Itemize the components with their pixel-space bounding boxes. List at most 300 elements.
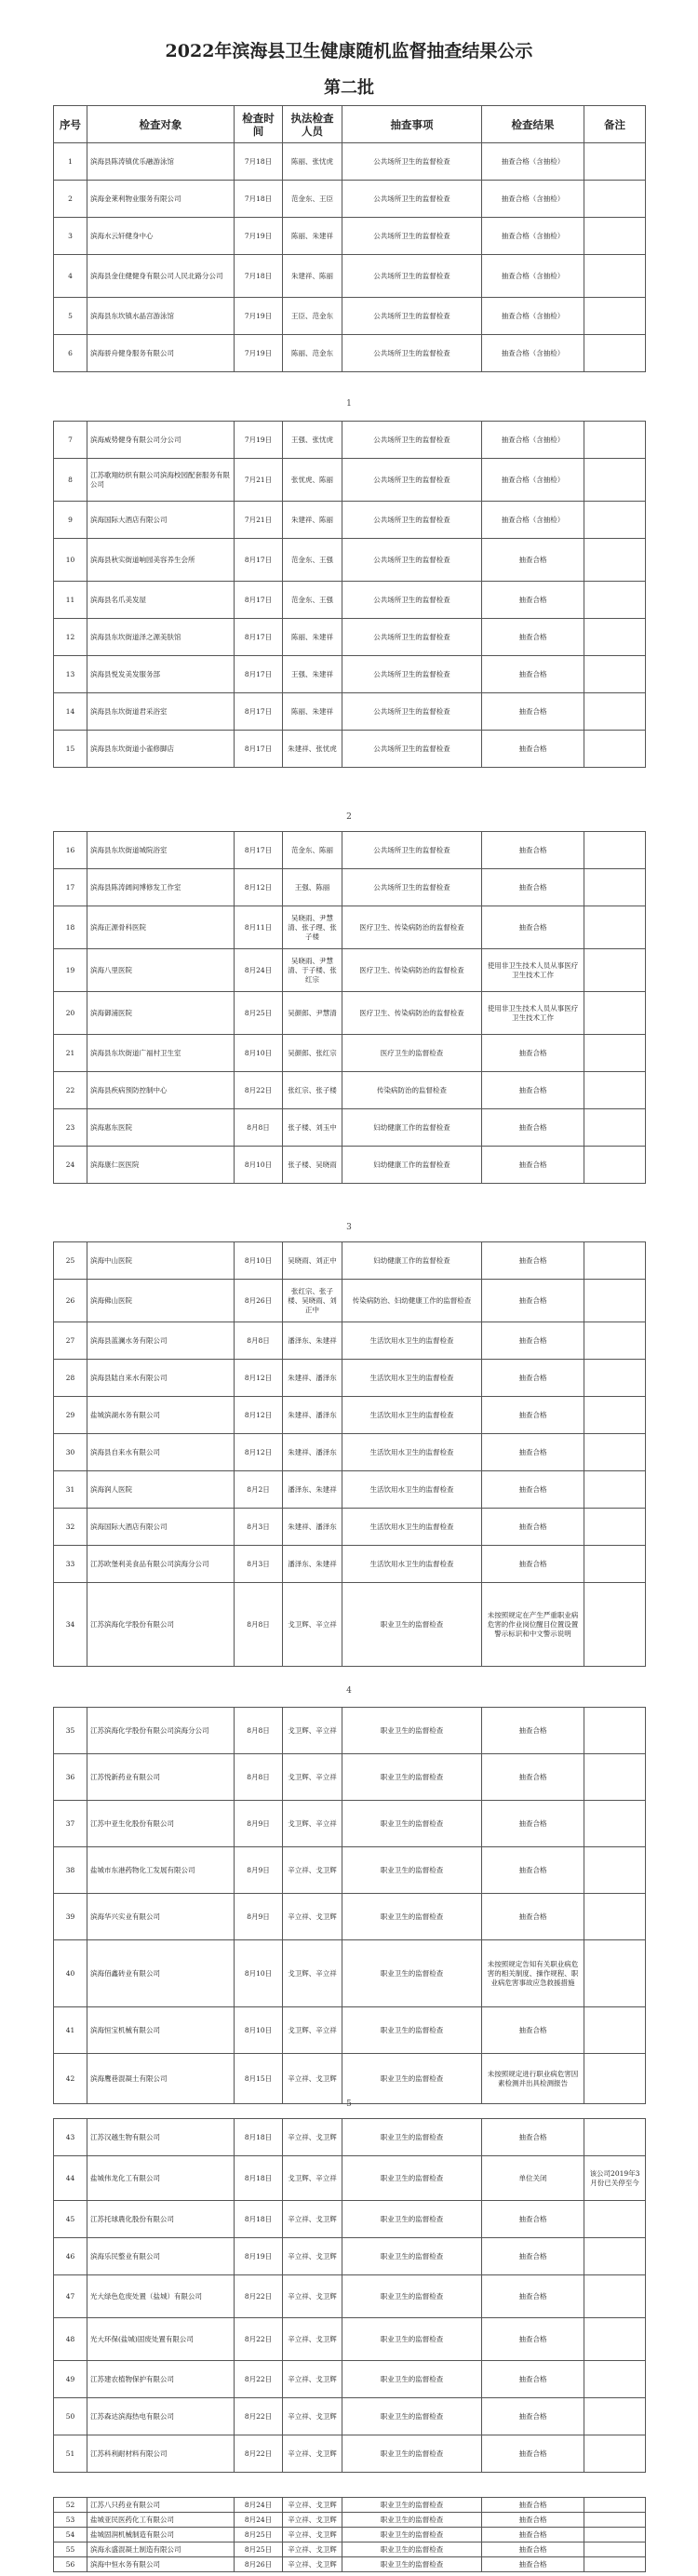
table-row: [54, 298, 646, 335]
table-cell: 抽查合格: [482, 1509, 584, 1546]
table-cell: 江苏汉越生物有限公司: [87, 2119, 235, 2156]
table-cell: [584, 2201, 646, 2238]
table-cell: 抽查合格: [482, 539, 584, 582]
table-cell: 抽查合格（含抽检）: [482, 298, 584, 335]
table-cell: 10: [54, 539, 87, 582]
table-cell: 辛立祥、戈卫辉: [283, 2435, 342, 2473]
table-cell: [584, 255, 646, 298]
table-row: [54, 1546, 646, 1583]
table-cell: 江苏滨海化学股份有限公司: [87, 1583, 235, 1667]
table-cell: 生活饮用水卫生的监督检查: [342, 1471, 482, 1509]
table-cell: 朱建祥、陈丽: [283, 502, 342, 539]
table-cell: 戈卫辉、辛立祥: [283, 2007, 342, 2054]
table-cell: [584, 2007, 646, 2054]
table-cell: 滨海中恒水务有限公司: [87, 2557, 235, 2572]
table-cell: 56: [54, 2557, 87, 2572]
table-cell: 抽查合格: [482, 1035, 584, 1072]
table-cell: 范金东、王强: [283, 539, 342, 582]
table-cell: 33: [54, 1546, 87, 1583]
table-cell: 滨海恒宝机械有限公司: [87, 2007, 235, 2054]
table-cell: 未按照规定告知有关职业病危害的相关制度、操作规程、职业病危害事故应急救援措施: [482, 1940, 584, 2007]
table-cell: 抽查合格（含抽检）: [482, 181, 584, 218]
table-cell: 公共场所卫生的监督检查: [342, 502, 482, 539]
table-cell: 王强、陈丽: [283, 869, 342, 906]
table-cell: 张子楼、刘玉中: [283, 1109, 342, 1147]
table-cell: 张忧虎、陈丽: [283, 459, 342, 502]
table-row: [54, 2498, 646, 2513]
table-cell: 21: [54, 1035, 87, 1072]
table-cell: 辛立祥、戈卫辉: [283, 2398, 342, 2435]
table-cell: 8月22日: [235, 1072, 283, 1109]
table-cell: 江苏森达滨海热电有限公司: [87, 2398, 235, 2435]
table-cell: 吴晓雨、刘正中: [283, 1242, 342, 1280]
table-cell: 职业卫生的监督检查: [342, 2156, 482, 2201]
table-cell: [584, 1894, 646, 1940]
table-cell: 滨海乐民整业有限公司: [87, 2238, 235, 2275]
table-cell: 7: [54, 422, 87, 459]
table-cell: 抽查合格: [482, 2542, 584, 2557]
table-cell: 15: [54, 731, 87, 768]
table-cell: 抽查合格: [482, 2119, 584, 2156]
table-cell: [584, 1546, 646, 1583]
column-header: 检查对象: [87, 106, 235, 143]
table-cell: [584, 1940, 646, 2007]
table-cell: 抽查合格: [482, 2238, 584, 2275]
table-cell: 盐城固润机械制造有限公司: [87, 2528, 235, 2542]
table-cell: 8月11日: [235, 906, 283, 949]
table-cell: 未按照规定在产生严重职业病危害的作业岗位醒目位置设置警示标识和中文警示说明: [482, 1583, 584, 1667]
table-cell: 光大环保(盐城)固废处置有限公司: [87, 2318, 235, 2361]
table-cell: [584, 949, 646, 992]
table-cell: 潘泽东、朱建祥: [283, 1322, 342, 1360]
table-cell: [584, 2275, 646, 2318]
table-cell: [584, 2119, 646, 2156]
table-cell: 妇幼健康工作的监督检查: [342, 1242, 482, 1280]
table-cell: 妇幼健康工作的监督检查: [342, 1109, 482, 1147]
table-cell: 滨海润人医院: [87, 1471, 235, 1509]
table-row: [54, 2318, 646, 2361]
table-cell: [584, 143, 646, 181]
column-header: 序号: [54, 106, 87, 143]
table-cell: 戈卫辉、辛立祥: [283, 1583, 342, 1667]
table-cell: 职业卫生的监督检查: [342, 1583, 482, 1667]
table-cell: 7月19日: [235, 218, 283, 255]
table-cell: [584, 2528, 646, 2542]
table-row: [54, 1509, 646, 1546]
table-cell: [584, 1754, 646, 1801]
table-row: [54, 422, 646, 459]
table-cell: 抽查合格: [482, 1708, 584, 1754]
table-cell: 19: [54, 949, 87, 992]
table-cell: 公共场所卫生的监督检查: [342, 335, 482, 372]
table-cell: 抽查合格: [482, 1109, 584, 1147]
table-row: [54, 1434, 646, 1471]
table-cell: [584, 181, 646, 218]
table-cell: 41: [54, 2007, 87, 2054]
table-cell: 张红宗、张子楼: [283, 1072, 342, 1109]
table-row: [54, 1894, 646, 1940]
table-cell: 8月24日: [235, 2513, 283, 2528]
table-cell: [584, 218, 646, 255]
table-cell: [584, 1072, 646, 1109]
table-cell: 江苏悦新药业有限公司: [87, 1754, 235, 1801]
table-cell: 8月26日: [235, 2557, 283, 2572]
table-cell: 生活饮用水卫生的监督检查: [342, 1360, 482, 1397]
table-cell: 8月10日: [235, 2007, 283, 2054]
column-header: 备注: [584, 106, 646, 143]
table-cell: [584, 422, 646, 459]
table-row: [54, 2361, 646, 2398]
table-cell: 抽查合格: [482, 2201, 584, 2238]
table-cell: 8月10日: [235, 1035, 283, 1072]
table-row: [54, 2528, 646, 2542]
table-cell: 4: [54, 255, 87, 298]
table-cell: [584, 2557, 646, 2572]
table-row: [54, 1242, 646, 1280]
table-cell: 抽查合格: [482, 1360, 584, 1397]
table-cell: 20: [54, 992, 87, 1035]
table-cell: 公共场所卫生的监督检查: [342, 181, 482, 218]
table-cell: 职业卫生的监督检查: [342, 1801, 482, 1847]
table-cell: 朱建祥、潘泽东: [283, 1397, 342, 1434]
table-cell: 职业卫生的监督检查: [342, 2542, 482, 2557]
table-cell: 抽查合格: [482, 2528, 584, 2542]
table-cell: 39: [54, 1894, 87, 1940]
table-row: [54, 906, 646, 949]
table-row: [54, 1754, 646, 1801]
table-cell: 滨海县陆自来水有限公司: [87, 1360, 235, 1397]
table-cell: [584, 2435, 646, 2473]
table-cell: 抽查合格: [482, 1242, 584, 1280]
table-cell: 职业卫生的监督检查: [342, 2557, 482, 2572]
table-cell: 辛立祥、戈卫辉: [283, 1847, 342, 1894]
table-cell: [584, 539, 646, 582]
table-cell: 抽查合格: [482, 2435, 584, 2473]
table-cell: 辛立祥、戈卫辉: [283, 2275, 342, 2318]
table-cell: 抽查合格: [482, 2318, 584, 2361]
table-cell: [584, 1147, 646, 1184]
table-cell: 抽查合格: [482, 2557, 584, 2572]
table-cell: 抽查合格（含抽检）: [482, 335, 584, 372]
table-row: [54, 539, 646, 582]
table-row: [54, 1109, 646, 1147]
table-row: [54, 1072, 646, 1109]
table-cell: 8月17日: [235, 693, 283, 731]
table-cell: 陈丽、范金东: [283, 335, 342, 372]
table-cell: 7月18日: [235, 181, 283, 218]
table-cell: 公共场所卫生的监督检查: [342, 693, 482, 731]
table-cell: 滨海八里医院: [87, 949, 235, 992]
table-cell: 5: [54, 298, 87, 335]
table-cell: 公共场所卫生的监督检查: [342, 539, 482, 582]
table-cell: 滨海县东坎街道广福村卫生室: [87, 1035, 235, 1072]
table-cell: 抽查合格: [482, 2513, 584, 2528]
table-cell: 滨海县名爪美发屋: [87, 582, 235, 619]
table-cell: 职业卫生的监督检查: [342, 1847, 482, 1894]
table-row: [54, 335, 646, 372]
table-cell: [584, 1360, 646, 1397]
table-cell: 抽查合格: [482, 906, 584, 949]
table-cell: 戈卫辉、辛立祥: [283, 1754, 342, 1801]
table-cell: 45: [54, 2201, 87, 2238]
table-cell: 公共场所卫生的监督检查: [342, 832, 482, 869]
table-cell: 抽查合格: [482, 2275, 584, 2318]
table-cell: 48: [54, 2318, 87, 2361]
table-cell: 滨海县疾病预防控制中心: [87, 1072, 235, 1109]
table-cell: 公共场所卫生的监督检查: [342, 582, 482, 619]
table-cell: 7月19日: [235, 298, 283, 335]
table-cell: 使用非卫生技术人员从事医疗卫生技术工作: [482, 949, 584, 992]
table-cell: 抽查合格: [482, 1280, 584, 1322]
table-cell: 江苏欧堡利美食品有限公司滨海分公司: [87, 1546, 235, 1583]
table-cell: 抽查合格: [482, 2361, 584, 2398]
table-row: [54, 1940, 646, 2007]
table-cell: 28: [54, 1360, 87, 1397]
table-cell: 辛立祥、戈卫辉: [283, 2119, 342, 2156]
table-cell: 7月21日: [235, 502, 283, 539]
table-cell: 滨海永盛混凝土制造有限公司: [87, 2542, 235, 2557]
table-cell: 戈卫辉、辛立祥: [283, 1940, 342, 2007]
table-cell: 公共场所卫生的监督检查: [342, 218, 482, 255]
table-cell: 13: [54, 656, 87, 693]
table-cell: [584, 335, 646, 372]
table-cell: 潘泽东、朱建祥: [283, 1471, 342, 1509]
table-cell: 抽查合格: [482, 2498, 584, 2513]
table-cell: [584, 2398, 646, 2435]
table-cell: 盐城伟龙化工有限公司: [87, 2156, 235, 2201]
table-cell: 3: [54, 218, 87, 255]
table-cell: 8月17日: [235, 582, 283, 619]
table-cell: 抽查合格（含抽检）: [482, 218, 584, 255]
table-cell: [584, 2498, 646, 2513]
table-cell: 8月24日: [235, 949, 283, 992]
column-header: 执法检查人员: [283, 106, 342, 143]
table-cell: 光大绿色危废处置（盐城）有限公司: [87, 2275, 235, 2318]
table-cell: 8月18日: [235, 2119, 283, 2156]
table-cell: 滨海县东坎街道泽之源美肤馆: [87, 619, 235, 656]
table-cell: 50: [54, 2398, 87, 2435]
table-cell: 30: [54, 1434, 87, 1471]
table-cell: 抽查合格: [482, 1847, 584, 1894]
table-cell: 公共场所卫生的监督检查: [342, 731, 482, 768]
table-cell: 7月18日: [235, 255, 283, 298]
table-row: [54, 2275, 646, 2318]
table-cell: 51: [54, 2435, 87, 2473]
table-cell: 8月22日: [235, 2435, 283, 2473]
table-cell: 滨海县秋实街道响园美容养生会所: [87, 539, 235, 582]
table-cell: 辛立祥、戈卫辉: [283, 1894, 342, 1940]
table-cell: 职业卫生的监督检查: [342, 1708, 482, 1754]
table-row: [54, 218, 646, 255]
table-cell: 医疗卫生、传染病防治的监督检查: [342, 992, 482, 1035]
table-cell: 生活饮用水卫生的监督检查: [342, 1509, 482, 1546]
table-cell: 抽查合格: [482, 1546, 584, 1583]
table-cell: 盐城市东港药物化工发展有限公司: [87, 1847, 235, 1894]
table-cell: 8月22日: [235, 2361, 283, 2398]
table-cell: 25: [54, 1242, 87, 1280]
table-cell: 滨海正源骨科医院: [87, 906, 235, 949]
table-cell: [584, 1471, 646, 1509]
table-cell: 54: [54, 2528, 87, 2542]
table-cell: 8月17日: [235, 656, 283, 693]
table-cell: 23: [54, 1109, 87, 1147]
table-cell: 24: [54, 1147, 87, 1184]
table-cell: [584, 2542, 646, 2557]
table-cell: 8月3日: [235, 1509, 283, 1546]
table-cell: 职业卫生的监督检查: [342, 2201, 482, 2238]
table-cell: 范金东、王臣: [283, 181, 342, 218]
table-cell: 8月22日: [235, 2318, 283, 2361]
table-cell: 滨海康仁医医院: [87, 1147, 235, 1184]
table-cell: 朱建祥、张忧虎: [283, 731, 342, 768]
table-cell: 抽查合格: [482, 1801, 584, 1847]
table-cell: 8月22日: [235, 2275, 283, 2318]
table-cell: 抽查合格: [482, 1471, 584, 1509]
table-cell: [584, 1035, 646, 1072]
table-cell: 抽查合格: [482, 1147, 584, 1184]
table-row: [54, 2398, 646, 2435]
table-cell: 范金东、陈丽: [283, 832, 342, 869]
table-cell: 34: [54, 1583, 87, 1667]
table-row: [54, 2119, 646, 2156]
table-cell: 公共场所卫生的监督检查: [342, 255, 482, 298]
table-cell: 职业卫生的监督检查: [342, 2513, 482, 2528]
table-row: [54, 949, 646, 992]
table-cell: 陈丽、朱建祥: [283, 218, 342, 255]
table-cell: 滨海县东坎街道小雀修脚店: [87, 731, 235, 768]
table-cell: 公共场所卫生的监督检查: [342, 143, 482, 181]
table-row: [54, 255, 646, 298]
table-cell: 辛立祥、戈卫辉: [283, 2238, 342, 2275]
table-cell: 抽查合格: [482, 1322, 584, 1360]
table-cell: 滨海县东坎街道城院浴室: [87, 832, 235, 869]
table-cell: 8月9日: [235, 1801, 283, 1847]
table-cell: [584, 1509, 646, 1546]
table-cell: [584, 1280, 646, 1322]
table-cell: [584, 1583, 646, 1667]
table-row: [54, 2557, 646, 2572]
table-header-row: [54, 106, 646, 143]
table-cell: 8: [54, 459, 87, 502]
results-table-3: [53, 831, 646, 1184]
table-cell: 8月19日: [235, 2238, 283, 2275]
table-cell: 37: [54, 1801, 87, 1847]
table-cell: 18: [54, 906, 87, 949]
table-cell: 公共场所卫生的监督检查: [342, 422, 482, 459]
table-cell: 公共场所卫生的监督检查: [342, 869, 482, 906]
table-row: [54, 693, 646, 731]
table-cell: 8月12日: [235, 1434, 283, 1471]
table-cell: 42: [54, 2054, 87, 2104]
table-cell: 陈丽、朱建祥: [283, 619, 342, 656]
table-row: [54, 1322, 646, 1360]
table-cell: 滨海国际大酒店有限公司: [87, 502, 235, 539]
table-cell: 抽查合格: [482, 582, 584, 619]
table-cell: 8月18日: [235, 2156, 283, 2201]
table-cell: 抽查合格（含抽检）: [482, 459, 584, 502]
table-cell: [584, 1109, 646, 1147]
table-cell: 抽查合格: [482, 2398, 584, 2435]
table-cell: 职业卫生的监督检查: [342, 2528, 482, 2542]
table-cell: [584, 2513, 646, 2528]
table-cell: 抽查合格: [482, 1894, 584, 1940]
table-cell: 47: [54, 2275, 87, 2318]
table-cell: 8月9日: [235, 1847, 283, 1894]
table-cell: 8月2日: [235, 1471, 283, 1509]
table-cell: 11: [54, 582, 87, 619]
table-row: [54, 2542, 646, 2557]
table-cell: 8月17日: [235, 619, 283, 656]
page-title: 2022年滨海县卫生健康随机监督抽查结果公示: [165, 41, 533, 61]
table-cell: 12: [54, 619, 87, 656]
table-cell: 职业卫生的监督检查: [342, 2275, 482, 2318]
table-row: [54, 2435, 646, 2473]
table-cell: 滨海中山医院: [87, 1242, 235, 1280]
table-row: [54, 1035, 646, 1072]
table-cell: 8月3日: [235, 1546, 283, 1583]
table-cell: 滨海县东坎镇水晶宫游泳馆: [87, 298, 235, 335]
table-cell: 8月25日: [235, 992, 283, 1035]
table-cell: 职业卫生的监督检查: [342, 2238, 482, 2275]
table-cell: 职业卫生的监督检查: [342, 2318, 482, 2361]
table-cell: [584, 1397, 646, 1434]
table-cell: 盐城亚民医药化工有限公司: [87, 2513, 235, 2528]
table-row: [54, 181, 646, 218]
table-cell: [584, 731, 646, 768]
table-cell: 江苏中亚生化股份有限公司: [87, 1801, 235, 1847]
table-cell: 职业卫生的监督检查: [342, 2398, 482, 2435]
table-cell: 王强、张忧虎: [283, 422, 342, 459]
table-row: [54, 1847, 646, 1894]
results-table-6: [53, 2118, 646, 2473]
table-cell: 抽查合格（含抽检）: [482, 143, 584, 181]
table-cell: 职业卫生的监督检查: [342, 2054, 482, 2104]
table-cell: 9: [54, 502, 87, 539]
table-cell: 生活饮用水卫生的监督检查: [342, 1434, 482, 1471]
table-cell: 8月8日: [235, 1109, 283, 1147]
table-cell: 8月22日: [235, 2398, 283, 2435]
table-cell: 抽查合格: [482, 832, 584, 869]
table-row: [54, 1360, 646, 1397]
table-cell: 8月10日: [235, 1940, 283, 2007]
table-cell: [584, 992, 646, 1035]
table-cell: 医疗卫生、传染病防治的监督检查: [342, 906, 482, 949]
table-cell: 生活饮用水卫生的监督检查: [342, 1397, 482, 1434]
table-cell: 江苏托球農化股份有限公司: [87, 2201, 235, 2238]
table-cell: 31: [54, 1471, 87, 1509]
table-cell: 36: [54, 1754, 87, 1801]
table-cell: 8月26日: [235, 1280, 283, 1322]
table-cell: 辛立祥、戈卫辉: [283, 2498, 342, 2513]
table-cell: 7月18日: [235, 143, 283, 181]
table-row: [54, 1147, 646, 1184]
table-cell: 传染病防治的监督检查: [342, 1072, 482, 1109]
table-cell: 8月12日: [235, 1397, 283, 1434]
table-cell: 滨海县蓝澜水务有限公司: [87, 1322, 235, 1360]
table-cell: 53: [54, 2513, 87, 2528]
table-cell: [584, 2361, 646, 2398]
table-cell: 8月8日: [235, 1583, 283, 1667]
results-table-1: [53, 105, 646, 372]
table-cell: [584, 2238, 646, 2275]
table-cell: 吴颜郎、尹慧清: [283, 992, 342, 1035]
table-cell: [584, 2318, 646, 2361]
table-cell: [584, 2054, 646, 2104]
table-cell: 滨海县陈涛阔间博修发工作室: [87, 869, 235, 906]
table-cell: 陈丽、朱建祥: [283, 693, 342, 731]
table-cell: 6: [54, 335, 87, 372]
table-cell: [584, 459, 646, 502]
